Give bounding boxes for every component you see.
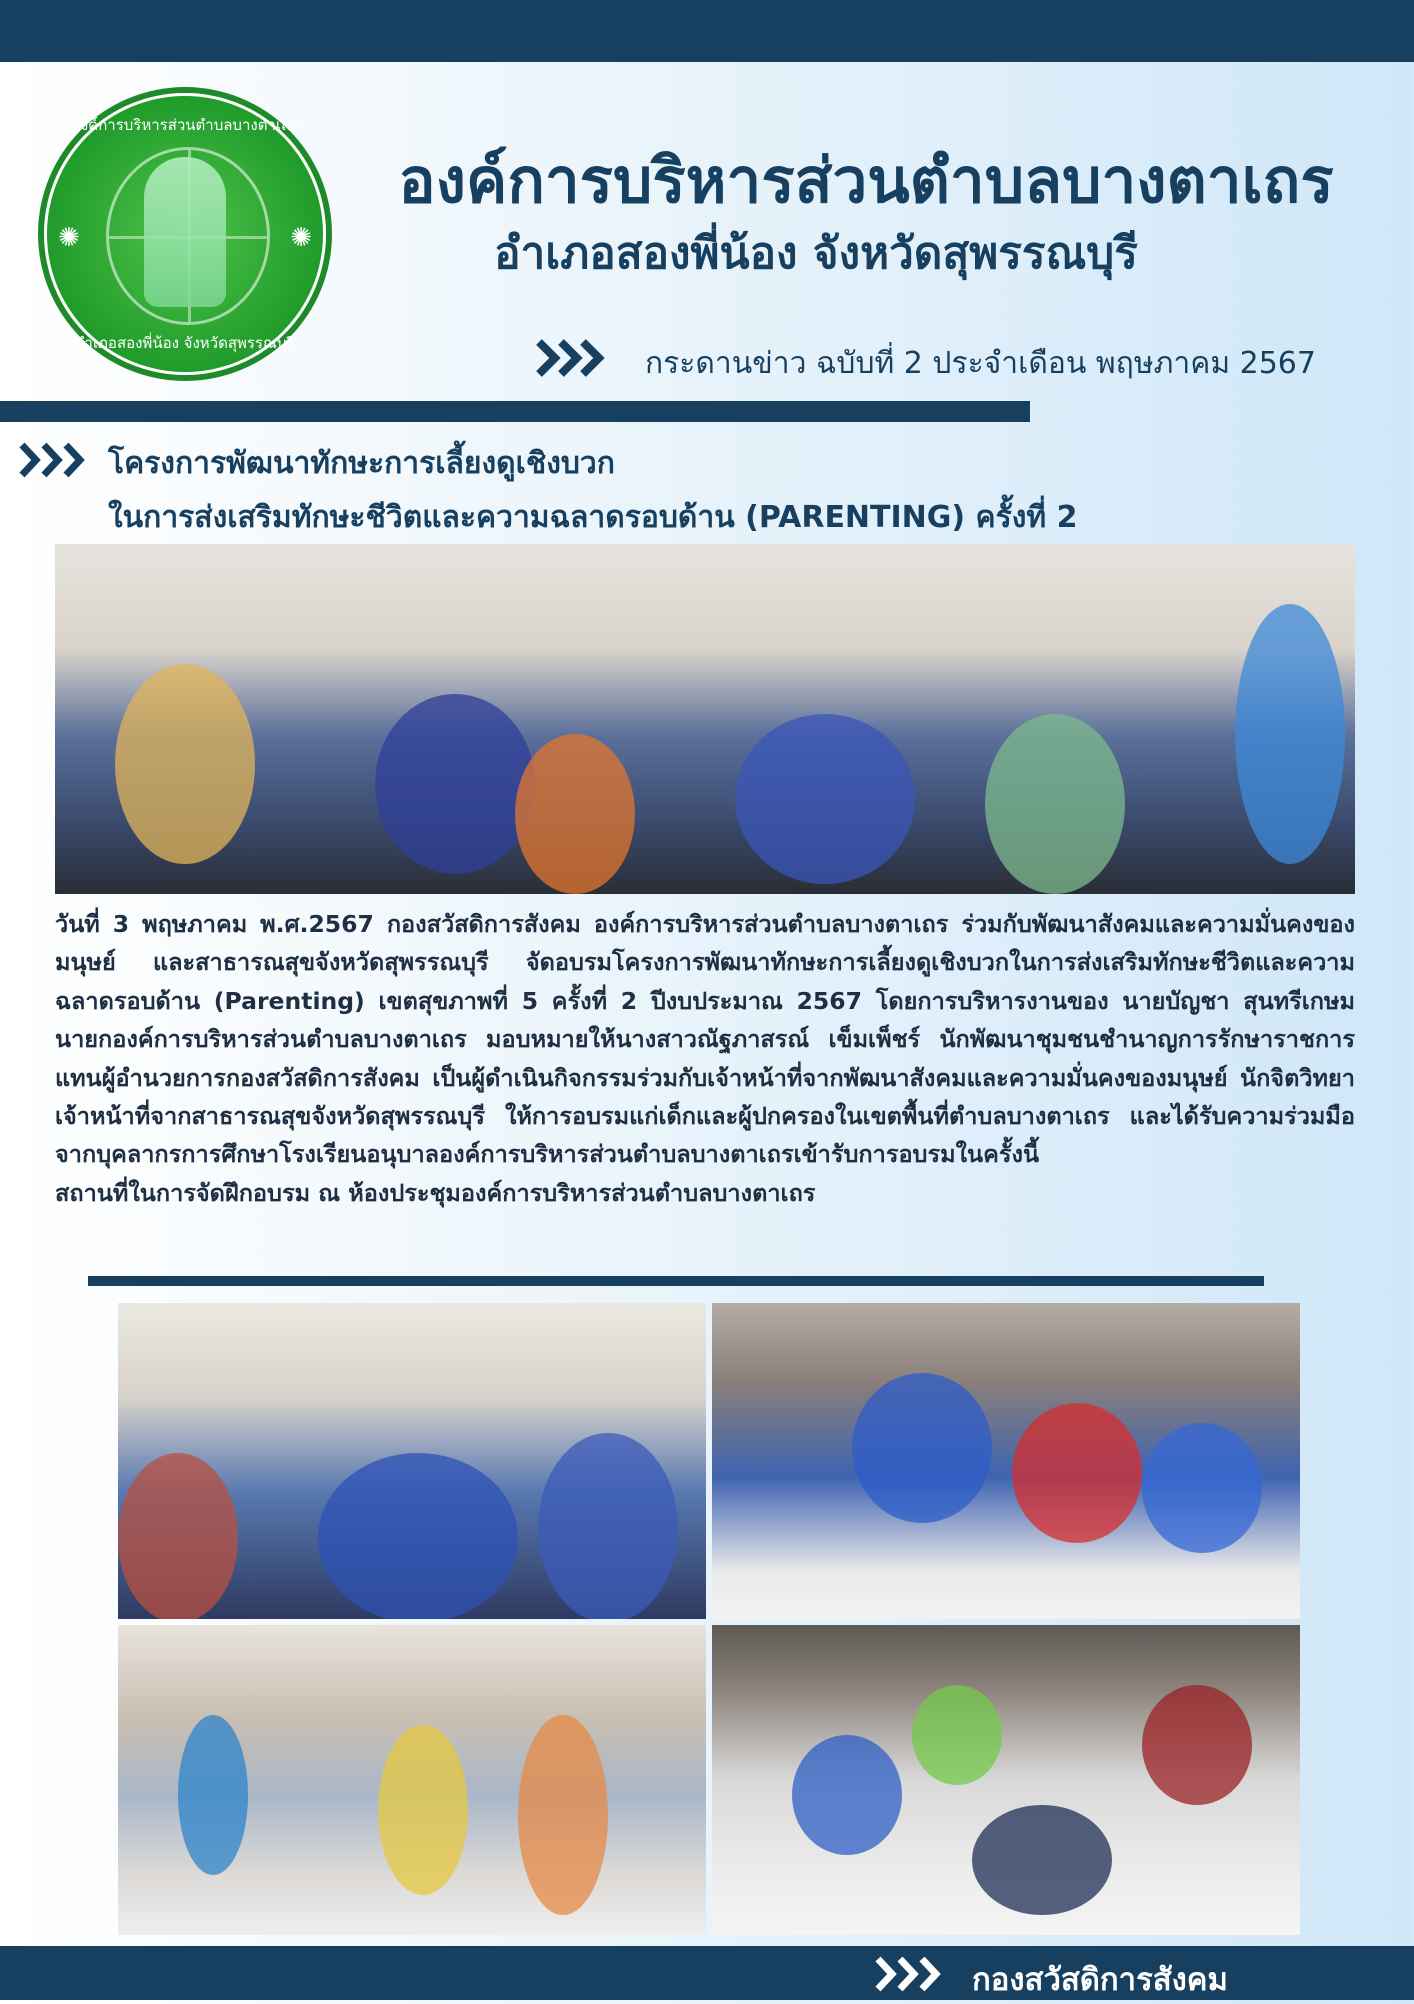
footer-label: กองสวัสดิการสังคม (972, 1962, 1228, 1998)
page-subtitle: อำเภอสองพี่น้อง จังหวัดสุพรรณบุรี (494, 228, 1138, 279)
section-heading-line1: โครงการพัฒนาทักษะการเลี้ยงดูเชิงบวก (108, 446, 615, 481)
buddha-figure-icon (144, 157, 226, 307)
group-photo (55, 544, 1355, 894)
seal-ring-text-bottom: อำเภอสองพี่น้อง จังหวัดสุพรรณบุรี (75, 334, 295, 352)
seal-ring-text-top: องค์การบริหารส่วนตำบลบางตาเถร (71, 116, 299, 134)
issue-line (535, 334, 1383, 386)
issue-text: กระดานข่าว ฉบับที่ 2 ประจำเดือน พฤษภาคม 2567 (645, 346, 1316, 381)
activity-photo (118, 1625, 706, 1935)
header-divider (0, 401, 1030, 422)
article-paragraph: วันที่ 3 พฤษภาคม พ.ศ.2567 กองสวัสดิการสังคม องค์การบริหารส่วนตำบลบางตาเถร ร่วมกับพัฒนาสังคมและความมั่นคงของมนุษย์ และสาธารณสุขจังหวัดสุพรรณบุรี จัดอบรมโครงการพัฒนาทักษะการเลี้ยงดูเชิงบวกในการส่งเสริมทักษะชีวิตและความฉลาดรอบด้าน (Parenting) เขตสุขภาพที่ 5 ครั้งที่ 2 ปีงบประมาณ 2567 โดยการบริหารงานของ นายบัญชา สุนทรีเกษม นายกองค์การบริหารส่วนตำบลบางตาเถร มอบหมายให้นางสาวณัฐภาสรณ์ เข็มเพ็ชร์ นักพัฒนาชุมชนชำนาญการรักษาราชการแทนผู้อำนวยการกองสวัสดิการสังคม เป็นผู้ดำเนินกิจกรรมร่วมกับเจ้าหน้าที่จากพัฒนาสังคมและความมั่นคงของมนุษย์ นักจิตวิทยา เจ้าหน้าที่จากสาธารณสุขจังหวัดสุพรรณบุรี ให้การอบรมแก่เด็กและผู้ปกครองในเขตพื้นที่ตำบลบางตาเถร และได้รับความร่วมมือจากบุคลากรการศึกษาโรงเรียนอนุบาลองค์การบริหารส่วนตำบลบางตาเถรเข้ารับการอบรมในครั้งนี้ (55, 910, 1355, 1169)
section-divider (88, 1276, 1264, 1286)
page-title: องค์การบริหารส่วนตำบลบางตาเถร (398, 144, 1334, 217)
section-heading-line2: ในการส่งเสริมทักษะชีวิตและความฉลาดรอบด้าน (PARENTING) ครั้งที่ 2 (108, 500, 1078, 535)
activity-photo (712, 1625, 1300, 1935)
activity-photo (712, 1303, 1300, 1619)
triple-chevron-right-icon (874, 1956, 946, 1992)
flower-icon: ✺ (58, 223, 80, 253)
article-location: สถานที่ในการจัดฝึกอบรม ณ ห้องประชุมองค์การบริหารส่วนตำบลบางตาเถร (55, 1178, 816, 1207)
triple-chevron-right-icon (535, 338, 609, 378)
triple-chevron-right-icon (18, 442, 90, 478)
organization-seal-logo (44, 93, 326, 375)
top-banner-bar (0, 0, 1414, 62)
article-body (55, 905, 1355, 1212)
flower-icon: ✺ (290, 223, 312, 253)
footer-bar (0, 1946, 1414, 2000)
activity-photo (118, 1303, 706, 1619)
